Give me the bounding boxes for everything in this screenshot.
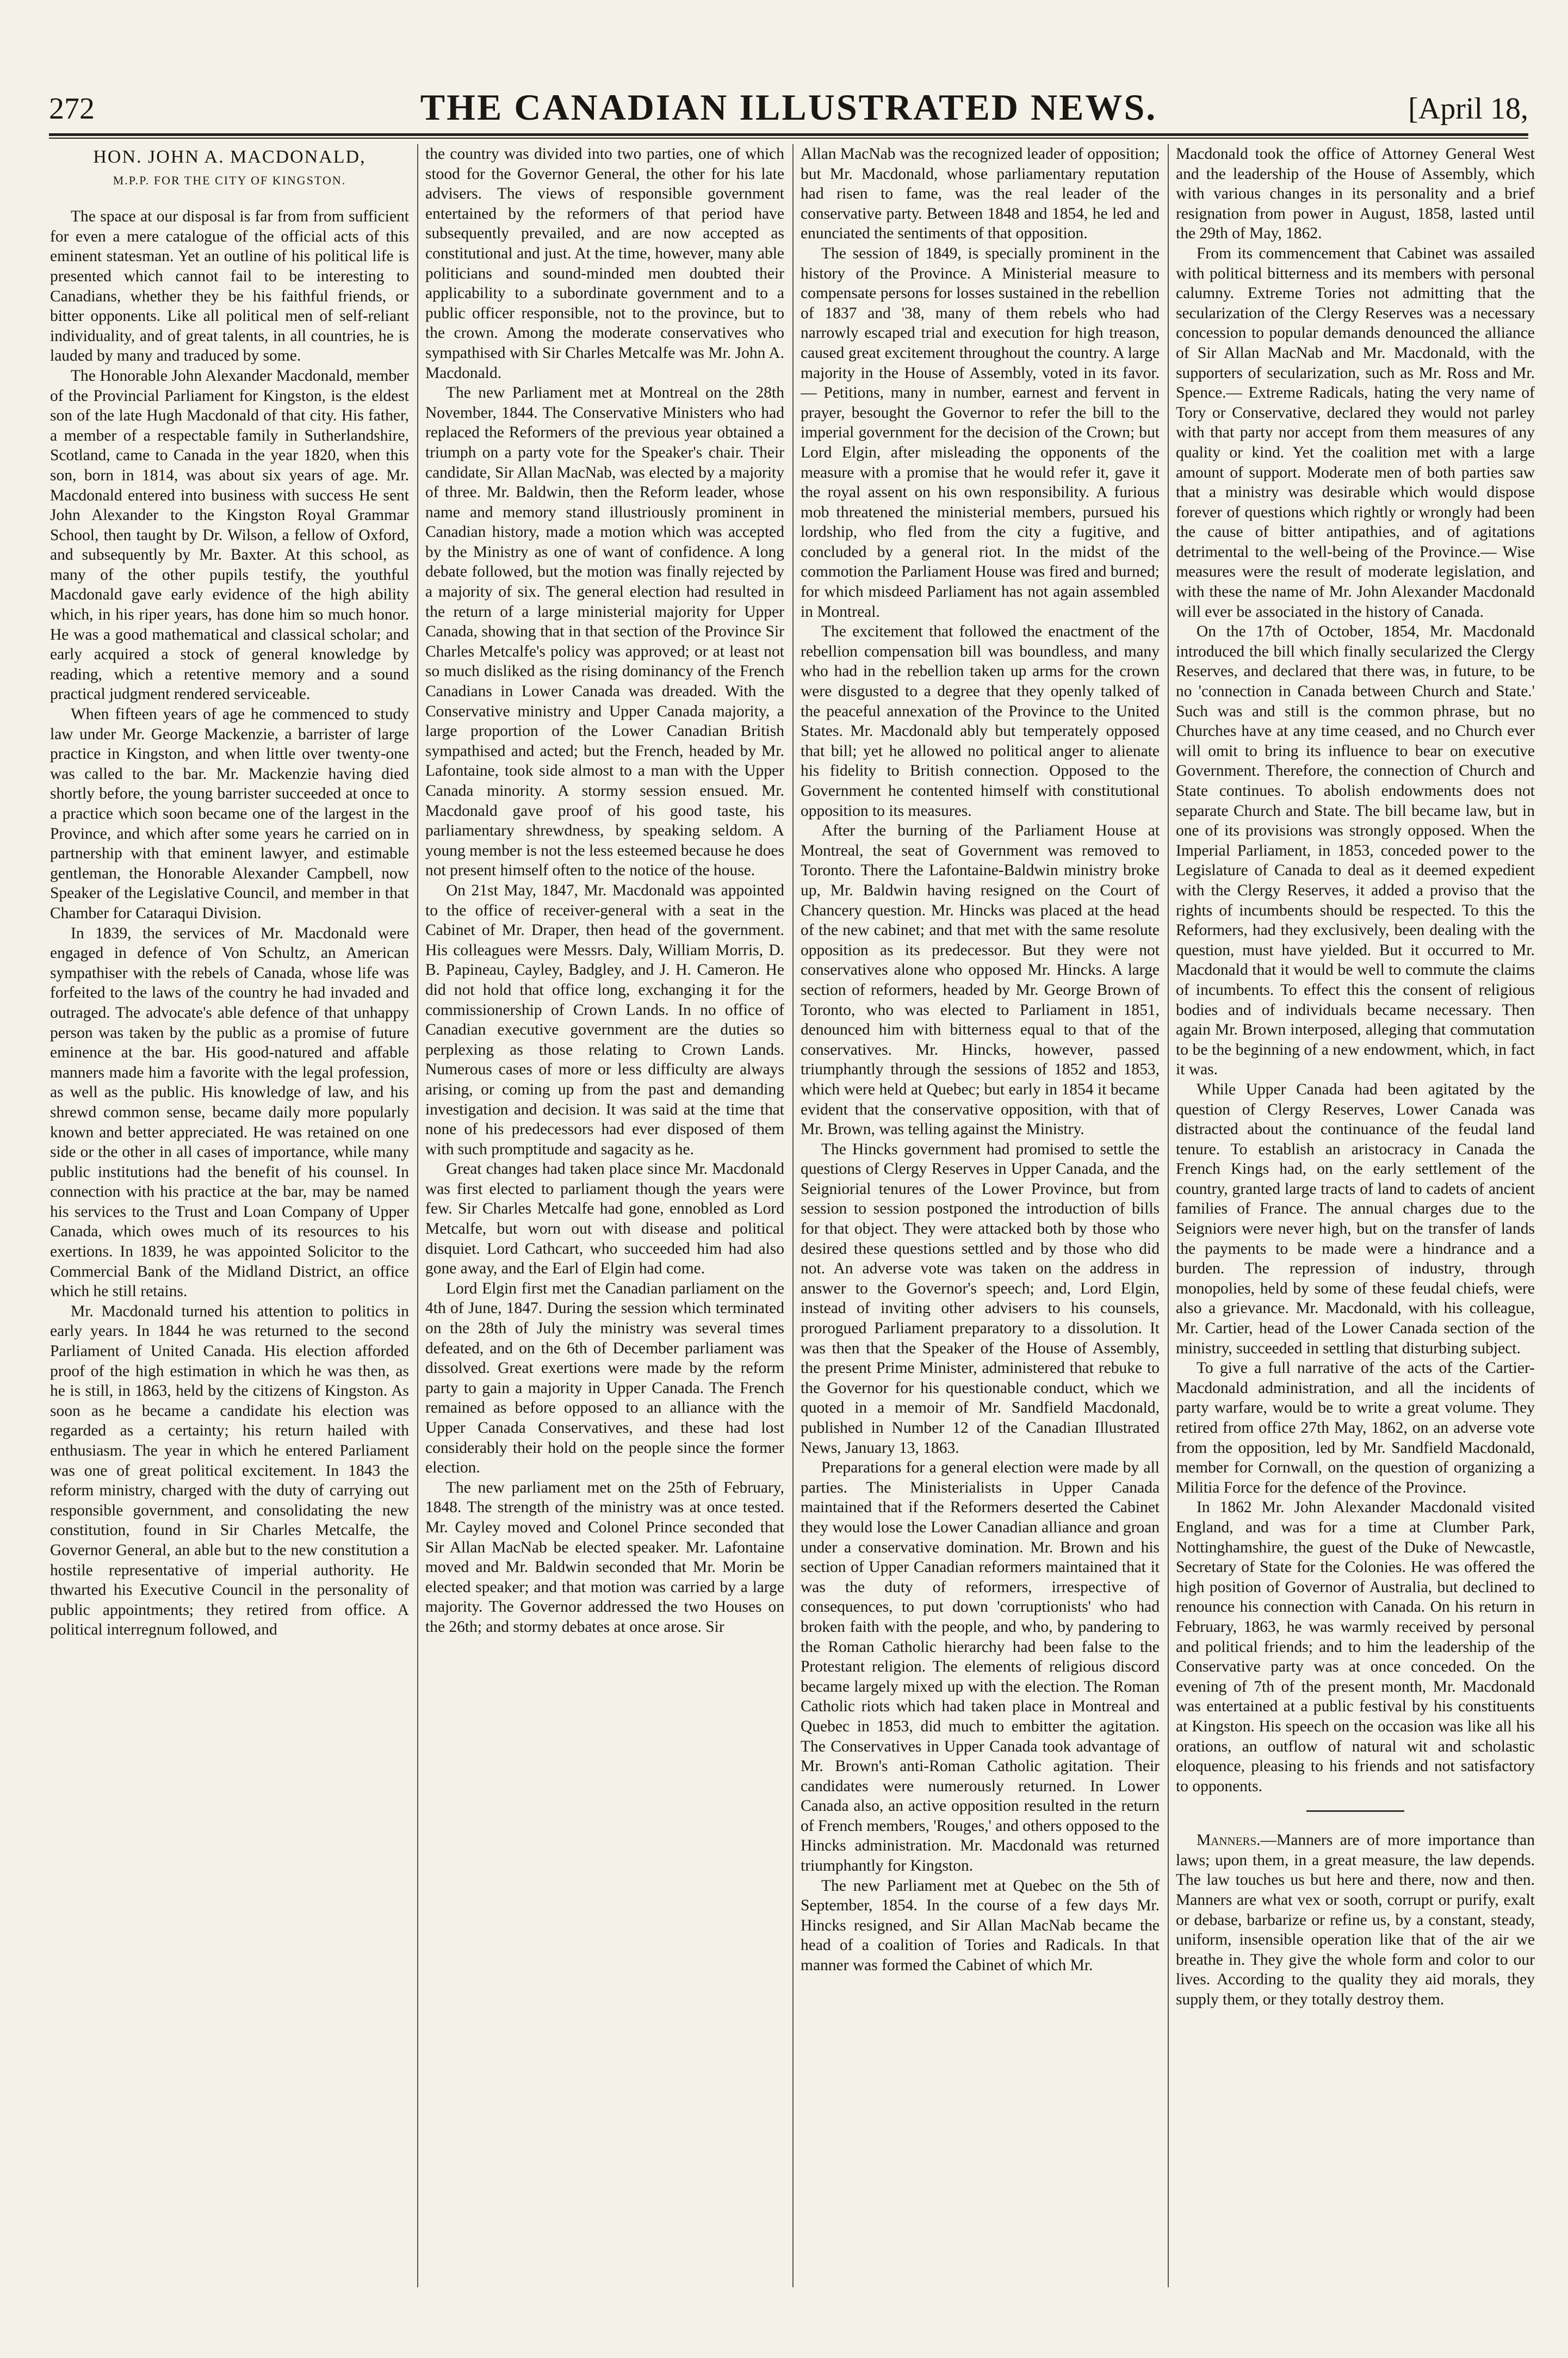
paragraph: When fifteen years of age he commenced to study law under Mr. George Mackenzie, a barrister of large practice in Kingston, and when little over twenty-one was called to the bar. Mr. Mackenzie having died shortly before, the young barrister succeeded at once to a practice which soon became one of the largest in the Province, and which after some years he carried on in partnership with that eminent lawyer, and estimable gentleman, the Honorable Alexander Campbell, now Speaker of the Legislative Council, and member in that Chamber for Cataraqui Division. xyxy=(50,705,409,922)
paragraph: On the 17th of October, 1854, Mr. Macdonald introduced the bill which finally secularized the Clergy Reserves, and declared that there was, in future, to be no 'connection in Canada between Church and State.' Such was and still is the common phrase, but no Churches have at any time ceased, and no Church ever will omit to bring its influence to bear on executive Government. Therefore, the connection of Church and State continues. To abolish endowments does not separate Church and State. The bill became law, but in one of its provisions was strongly opposed. When the Imperial Parliament, in 1853, conceded power to the Legislature of Canada to deal as it deemed expedient with the Clergy Reserves, it added a proviso that the rights of incumbents should be respected. To this the Reformers, had they exclusively, been dealing with the question, must have yielded. But it occurred to Mr. Macdonald that it would be well to commute the claims of incumbents. To effect this the consent of religious bodies and of individuals became necessary. Then again Mr. Brown interposed, alleging that commutation to be the beginning of a new endowment, which, in fact it was. xyxy=(1176,623,1535,1079)
manners-text: —Manners are of more importance than laws; upon them, in a great measure, the law depends. The law touches us but here and there, now and then. Manners are what vex or sooth, corrupt or purify, exalt or debase, barbarize or refine us, by a constant, steady, uniform, insensible operation like that of the air we breathe in. They give the whole form and color to our lives. According to the quality they aid morals, they supply them, or they totally destroy them. xyxy=(1176,1831,1535,2009)
header-rule-thin xyxy=(49,138,1528,139)
column-divider xyxy=(1168,144,1169,2287)
paragraph: The Honorable John Alexander Macdonald, member of the Provincial Parliament for Kingston, is the eldest son of the late Hugh Macdonald of that city. His father, a member of a respectable family in Sutherlandshire, Scotland, came to Canada in the year 1820, when this son, born in 1814, was about six years of age. Mr. Macdonald entered into business with success He sent John Alexander to the Kingston Royal Grammar School, then taught by Dr. Wilson, a fellow of Oxford, and subsequently by Mr. Baxter. At this school, as many of the other pupils testify, the youthful Macdonald gave early evidence of the high ability which, in his riper years, has done him so much honor. He was a good mathematical and classical scholar; and early acquired a stock of general knowledge by reading, which a retentive memory and a sound practical judgment rendered serviceable. xyxy=(50,367,409,703)
paragraph: Mr. Macdonald turned his attention to politics in early years. In 1844 he was returned to the second Parliament of United Canada. His election afforded proof of the high estimation in which he was then, as he is still, in 1863, held by the citizens of Kingston. As soon as he became a candidate his election was regarded as a certainty; his return hailed with enthusiasm. The year in which he entered Parliament was one of great political excitement. In 1843 the reform ministry, charged with the duty of carrying out responsible government, and consolidating the new constitution, found in Sir Charles Metcalfe, the Governor General, an able but to the new constitution a hostile representative of imperial authority. He thwarted his Executive Council in the personality of public appointments; they retired from office. A political interregnum followed, and xyxy=(50,1302,409,1639)
paragraph: The session of 1849, is specially prominent in the history of the Province. A Ministerial measure to compensate persons for losses sustained in the rebellion of 1837 and '38, many of them rebels who had narrowly escaped trial and execution for high treason, caused great excitement throughout the country. A large majority in the House of Assembly, voted in its favor.— Petitions, many in number, earnest and fervent in prayer, besought the Governor to refer the bill to the imperial government for the decision of the Crown; but Lord Elgin, after misleading the opponents of the measure with a promise that he would refer it, gave it the royal assent on his own responsibility. A furious mob threatened the ministerial members, pursued his lordship, who fled from the city a fugitive, and concluded by a general riot. In the midst of the commotion the Parliament House was fired and burned; for which misdeed Parliament has not again assembled in Montreal. xyxy=(801,244,1160,621)
paragraph: On 21st May, 1847, Mr. Macdonald was appointed to the office of receiver-general with a seat in the Cabinet of Mr. Draper, then head of the government. His colleagues were Messrs. Daly, William Morris, D. B. Papineau, Cayley, Badgley, and J. H. Cameron. He did not hold that office long, exchanging it for the commissionership of Crown Lands. In no office of Canadian executive government are the duties so perplexing as those relating to Crown Lands. Numerous cases of more or less difficulty are always arising, or coming up from the past and demanding investigation and decision. It was said at the time that none of his predecessors had ever disposed of them with such promptitude and sagacity as he. xyxy=(425,881,784,1158)
paragraph: Preparations for a general election were made by all parties. The Ministerialists in Upper Canada maintained that if the Reformers deserted the Cabinet they would lose the Lower Canadian alliance and groan under a conservative domination. Mr. Brown and his section of Upper Canadian reformers maintained that it was the duty of reformers, irrespective of consequences, to put down 'corruptionists' who had broken faith with the people, and who, by pandering to the Roman Catholic hierarchy had been false to the Protestant religion. The elements of religious discord became largely mixed up with the election. The Roman Catholic riots which had taken place in Montreal and Quebec in 1853, did much to embitter the agitation. The Conservatives in Upper Canada took advantage of Mr. Brown's anti-Roman Catholic agitation. Their candidates were numerously returned. In Lower Canada also, an active opposition resulted in the return of French members, 'Rouges,' and others opposed to the Hincks administration. Mr. Macdonald was returned triumphantly for Kingston. xyxy=(801,1459,1160,1875)
paragraph: The new Parliament met at Montreal on the 28th November, 1844. The Conservative Ministers who had replaced the Reformers of the previous year obtained a triumph on a party vote for the Speaker's chair. Their candidate, Sir Allan MacNab, was elected by a majority of three. Mr. Baldwin, then the Reform leader, whose name and memory stand illustriously prominent in Canadian history, made a motion which was accepted by the Ministry as one of want of confidence. A long debate followed, but the motion was finally rejected by a majority of six. The general election had resulted in the return of a large ministerial majority for Upper Canada, showing that in that section of the Province Sir Charles Metcalfe's policy was approved; or at least not so much disliked as the rising dominancy of the French Canadians in Lower Canada was dreaded. With the Conservative ministry and Upper Canada majority, a large proportion of the Lower Canadian British sympathised and acted; but the French, headed by Mr. Lafontaine, took side almost to a man with the Upper Canada minority. A stormy session ensued. Mr. Macdonald gave proof of his good taste, his parliamentary shrewdness, by speaking seldom. A young member is not the less esteemed because he does not present himself often to the notice of the house. xyxy=(425,384,784,880)
column-3 xyxy=(801,144,1160,2287)
issue-date: [April 18, xyxy=(1408,92,1528,126)
page-header xyxy=(49,82,1528,141)
paragraph: In 1862 Mr. John Alexander Macdonald visited England, and was for a time at Clumber Park, Nottinghamshire, the guest of the Duke of Newcastle, Secretary of State for the Colonies. He was offered the high position of Governor of Australia, but declined to renounce his connection with Canada. On his return in February, 1863, he was warmly received by personal and political friends; and to him the leadership of the Conservative party was at once conceded. On the evening of 7th of the present month, Mr. Macdonald was entertained at a public festival by his constituents at Kingston. His speech on the occasion was like all his orations, an outflow of natural wit and scholastic eloquence, pleasing to his friends and not satisfactory to opponents. xyxy=(1176,1499,1535,1795)
paragraph: The new Parliament met at Quebec on the 5th of September, 1854. In the course of a few days Mr. Hincks resigned, and Sir Allan MacNab became the head of a coalition of Tories and Radicals. In that manner was formed the Cabinet of which Mr. xyxy=(801,1877,1160,1975)
column-divider xyxy=(792,144,794,2287)
paragraph: From its commencement that Cabinet was assailed with political bitterness and its members with personal calumny. Extreme Tories not admitting that the secularization of the Clergy Reserves was a necessary concession to popular demands denounced the alliance of Sir Allan MacNab and Mr. Macdonald, with the supporters of secularization, such as Mr. Ross and Mr. Spence.— Extreme Radicals, hating the very name of Tory or Conservative, declared they would not parley with that party nor accept from them measures of any quality or kind. Yet the coalition met with a large amount of support. Moderate men of both parties saw that a ministry was desirable which would dispose forever of questions which rightly or wrongly had been the cause of bitter antipathies, and of agitations detrimental to the well-being of the Province.— Wise measures were the result of moderate legislation, and with these the name of Mr. John Alexander Macdonald will ever be associated in the history of Canada. xyxy=(1176,244,1535,621)
header-rule xyxy=(49,133,1528,136)
manners-paragraph xyxy=(1176,1830,1535,2009)
paragraph: Macdonald took the office of Attorney General West and the leadership of the House of Assembly, which with various changes in its personality and a brief resignation from power in August, 1858, lasted until the 29th of May, 1862. xyxy=(1176,145,1535,243)
paragraph: the country was divided into two parties, one of which stood for the Governor General, the other for his late advisers. The views of responsible government entertained by the reformers of that period have subsequently prevailed, and are now accepted as constitutional and just. At the time, however, many able politicians and sound-minded men doubted their applicability to a subordinate government and to a public officer responsible, not to the province, but to the crown. Among the moderate conservatives who sympathised with Sir Charles Metcalfe was Mr. John A. Macdonald. xyxy=(425,145,784,382)
column-divider xyxy=(417,144,418,2287)
manners-lead: Manners. xyxy=(1197,1831,1261,1849)
column-1 xyxy=(50,144,409,2287)
column-2 xyxy=(425,144,784,2287)
paragraph: While Upper Canada had been agitated by the question of Clergy Reserves, Lower Canada was distracted about the continuance of the feudal land tenure. To establish an aristocracy in Canada the French Kings had, on the early settlement of the country, granted large tracts of land to cadets of ancient families of France. The annual charges due to the Seigniors were never high, but on the transfer of lands the payments to be made were a hindrance and a burden. The repression of industry, through monopolies, held by some of these feudal chiefs, were also a grievance. Mr. Macdonald, with his colleague, Mr. Cartier, head of the Lower Canada section of the ministry, succeeded in settling that disturbing subject. xyxy=(1176,1080,1535,1357)
masthead-title: THE CANADIAN ILLUSTRATED NEWS. xyxy=(420,86,1157,128)
paragraph: The space at our disposal is far from from sufficient for even a mere catalogue of the official acts of this eminent statesman. Yet an outline of his political life is presented which cannot fail to be interesting to Canadians, whether they be his faithful friends, or bitter opponents. Like all political men of self-reliant individuality, and of great talents, in all countries, he is lauded by many and traduced by some. xyxy=(50,208,409,365)
paragraph: Lord Elgin first met the Canadian parliament on the 4th of June, 1847. During the session which terminated on the 28th of July the ministry was several times defeated, and on the 6th of December parliament was dissolved. Great exertions were made by the reform party to gain a majority in Upper Canada. The French remained as before opposed to an alliance with the Upper Canada Conservatives, and these had lost considerably their hold on the people since the former election. xyxy=(425,1279,784,1477)
page-number: 272 xyxy=(49,92,95,126)
paragraph: After the burning of the Parliament House at Montreal, the seat of Government was removed to Toronto. There the Lafontaine-Baldwin ministry broke up, Mr. Baldwin having resigned on the Court of Chancery question. Mr. Hincks was placed at the head of the new cabinet; and that met with the same resolute opposition as its predecessor. But they were not conservatives alone who opposed Mr. Hincks. A large section of reformers, headed by Mr. George Brown of Toronto, who was elected to Parliament in 1851, denounced him with bitterness equal to that of the conservatives. Mr. Hincks, however, passed triumphantly through the sessions of 1852 and 1853, which were held at Quebec; but early in 1854 it became evident that the conservative opposition, with that of Mr. Brown, was telling against the Ministry. xyxy=(801,822,1160,1138)
paragraph: The Hincks government had promised to settle the questions of Clergy Reserves in Upper Canada, and the Seigniorial tenures of the Lower Province, but from session to session postponed the introduction of bills for that object. They were attacked both by those who desired these questions settled and by those who did not. An adverse vote was taken on the address in answer to the Governor's speech; and, Lord Elgin, instead of inviting other advisers to his counsels, prorogued Parliament preparatory to a dissolution. It was then that the Speaker of the House of Assembly, the present Prime Minister, administered that rebuke to the Governor for his questionable conduct, which we quoted in a memoir of Mr. Sandfield Macdonald, published in Number 12 of the Canadian Illustrated News, January 13, 1863. xyxy=(801,1140,1160,1457)
article-subtitle: M.P.P. FOR THE CITY OF KINGSTON. xyxy=(113,173,346,187)
paragraph: Allan MacNab was the recognized leader of opposition; but Mr. Macdonald, whose parliamentary reputation had risen to fame, was the real leader of the conservative party. Between 1848 and 1854, he led and enunciated the sentiments of that opposition. xyxy=(801,145,1160,243)
paragraph: The excitement that followed the enactment of the rebellion compensation bill was boundless, and many who had in the rebellion taken up arms for the crown were disgusted to a degree that they openly talked of the peaceful annexation of the Province to the United States. Mr. Macdonald ably but temperately opposed that bill; yet he allowed no political anger to alienate his fidelity to British connection. Opposed to the Government he contented himself with constitutional opposition to its measures. xyxy=(801,623,1160,820)
column-4 xyxy=(1176,144,1535,2287)
paragraph: In 1839, the services of Mr. Macdonald were engaged in defence of Von Schultz, an American sympathiser with the rebels of Canada, whose life was forfeited to the laws of the country he had invaded and outraged. The advocate's able defence of that unhappy person was taken by the public as a promise of future eminence at the bar. His good-natured and affable manners made him a favorite with the legal profession, as well as the public. His knowledge of law, and his shrewd common sense, became daily more popularly known and better appreciated. He was retained on one side or the other in all cases of importance, while many public institutions had the benefit of his counsel. In connection with his practice at the bar, may be named his services to the Trust and Loan Company of Upper Canada, which owes much of its resources to his exertions. In 1839, he was appointed Solicitor to the Commercial Bank of the Midland District, an office which he still retains. xyxy=(50,924,409,1301)
article-title: HON. JOHN A. MACDONALD, xyxy=(93,147,366,167)
paragraph: The new parliament met on the 25th of February, 1848. The strength of the ministry was at once tested. Mr. Cayley moved and Colonel Prince seconded that Sir Allan MacNab be elected speaker. Mr. Lafontaine moved and Mr. Baldwin seconded that Mr. Morin be elected speaker; and that motion was carried by a large majority. The Governor addressed the two Houses on the 26th; and stormy debates at once arose. Sir xyxy=(425,1478,784,1636)
paragraph: To give a full narrative of the acts of the Cartier-Macdonald administration, and all the incidents of party warfare, would be to write a great volume. They retired from office 27th May, 1862, on an adverse vote from the opposition, led by Mr. Sandfield Macdonald, member for Cornwall, on the question of organizing a Militia Force for the defence of the Province. xyxy=(1176,1359,1535,1496)
section-divider xyxy=(1306,1810,1404,1812)
paragraph: Great changes had taken place since Mr. Macdonald was first elected to parliament though the years were few. Sir Charles Metcalfe had gone, ennobled as Lord Metcalfe, but worn out with disease and political disquiet. Lord Cathcart, who succeeded him had also gone away, and the Earl of Elgin had come. xyxy=(425,1160,784,1278)
